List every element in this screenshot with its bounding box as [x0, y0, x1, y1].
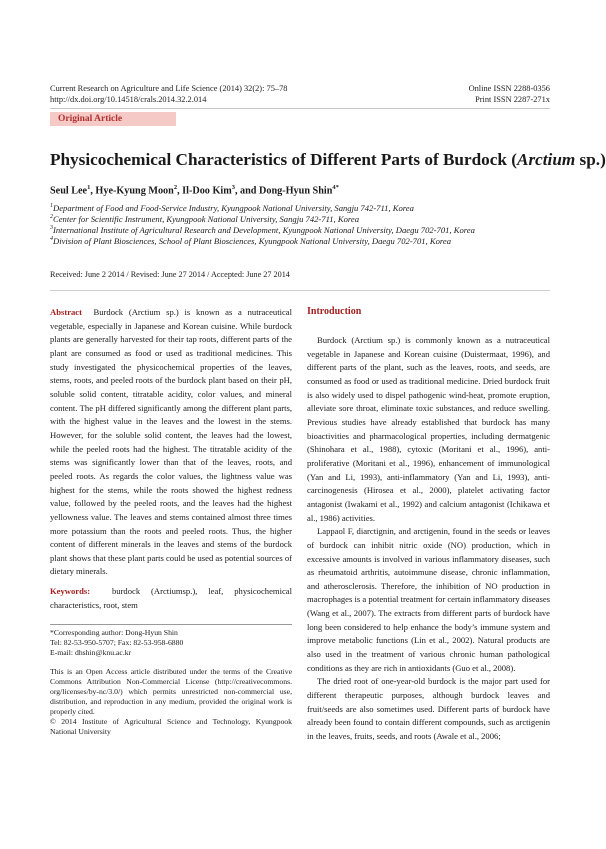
intro-paragraph: The dried root of one-year-old burdock is the major part used for different therapeutic purposes, although burdock leaves and fruit/seeds are also sometimes used. Different parts of burdock have already been found to contain different compounds, such as arctigenin in the leaves, fruits, seeds, and roots (Awale et al., 2006;: [307, 676, 550, 742]
intro-paragraph: Burdock (Arctium sp.) is commonly known as a nutraceutical vegetable in Japanese and Korean cuisine (Duistermaat, 1996), and different parts of the plant, such as the leaves, roots, and seeds, are consumed as food or used as traditional medicine. Dried burdock fruit is also widely used to dispel pathogenic wind-heat, promote eruption, alleviate sore throat, eliminate toxic substances, and reduce swelling. Previous studies have already established that burdock has many bioactivities and pharmacological properties, including dermatgenic (Shinohara et al., 1988), cytoxic (Moritani et al., 1996), anti-proliferative (Moritani et al., 1996), enhancement of immunological (Yan and Li, 1993), anti-inflammatory (Yan and Li, 1993), anti-carcinogenesis (Hirosea et al., 2000), platelet activating factor antagonist (Iwakami et al., 1992) and calcium antagonist (Ichikawa et al., 1986) activities.: [307, 335, 550, 523]
page-title: Physicochemical Characteristics of Different Parts of Burdock (Arctium sp.): [50, 150, 606, 169]
contact-phone: Tel: 82-53-950-5707; Fax: 82-53-958-6880: [50, 638, 184, 647]
affiliation: $^1$Department of Food and Food-Service Industry, Kyungpook National University, Sangju 742-711, Korea: [50, 202, 414, 213]
header-rule: [50, 108, 550, 109]
footnote-rule: [50, 624, 292, 625]
online-issn: Online ISSN 2288-0356: [468, 84, 550, 93]
abstract-text: Burdock (Arctium sp.) is known as a nutraceutical vegetable, especially in Japanese and Korean cuisine. While burdock plants are generally harvested for their tap roots, different parts of the plant are consumed as food or used as traditional medicines. This study investigated the physicochemical properties of the leaves, stems, roots, and peeled roots of the burdock plant based on their pH, soluble solid content, titratable acidity, color values, and mineral content. The pH differed significantly among the different plant parts, with the highest value in the leaves and the lowest in the stems. However, for the soluble solid content, the leaves had the lowest, while the peeled roots had the highest. The titratable acidity of the stems was significantly lower than that of the leaves, roots, and peeled roots. As regards the color values, the lightness value was highest for the stems, while the roots showed the highest redness value, followed by the peeled roots, and the leaves had the highest yellowness value. The leaves and stems contained almost three times more potassium than the roots and peeled roots. Thus, the higher content of different minerals in the leaves and stems of the burdock plant shows that these plant parts could be used as potential sources of dietary minerals.: [50, 307, 293, 577]
journal-citation: Current Research on Agriculture and Life Science (2014) 32(2): 75–78: [50, 84, 288, 93]
article-type-badge: Original Article: [50, 112, 176, 126]
license-notice: This is an Open Access article distributed under the terms of the Creative Commons Attribution Non-Commercial License (http://creativecommons. org/licenses/by-nc/3.0/) which permits unrestricted non-commercial use, distribution, and reproduction in any medium, provided the original work is properly cited.: [50, 667, 292, 716]
doi-link[interactable]: http://dx.doi.org/10.14518/crals.2014.32.2.014: [50, 95, 207, 104]
keywords-text: burdock (Arctiumsp.), leaf, physicochemical characteristics, root, stem: [50, 586, 292, 610]
correspondence-block: [50, 628, 292, 658]
author: Il-Doo Kim: [182, 185, 232, 197]
print-issn: Print ISSN 2287-271x: [475, 95, 550, 104]
intro-paragraph: Lappaol F, diarctignin, and arctigenin, found in the seeds or leaves of burdock can inhibit nitric oxide (NO) production, which in excessive amounts is involved in various inflammatory diseases, such as rheumatoid arthritis, autoimmune disease, chronic inflammation, and atherosclerosis. Therefore, the inhibition of NO production in macrophages is a potential treatment for certain inflammatory diseases (Wang et al., 2007). The extracts from different parts of burdock have long been considered to help enhance the body’s immune system and improve metabolic functions (Lin et al., 2002). Natural products are also used in the treatment of various chronic human pathological conditions as they are rich in antioxidants (Guo et al., 2008).: [307, 526, 550, 673]
author-list: Seul Lee$^1$, Hye-Kyung Moon$^2$, Il-Doo Kim$^3$, and Dong-Hyun Shin$^{4*}$: [50, 184, 339, 197]
contact-email[interactable]: E-mail: dhshin@knu.ac.kr: [50, 648, 132, 657]
copyright-notice: © 2014 Institute of Agricultural Science and Technology, Kyungpook National University: [50, 717, 292, 736]
intro-body: [307, 334, 550, 744]
keywords-block: [50, 585, 292, 612]
abstract-block: [50, 306, 292, 579]
keywords-label: Keywords:: [50, 586, 91, 596]
corresponding-author: *Corresponding author: Dong-Hyun Shin: [50, 628, 178, 637]
affiliation: $^2$Center for Scientific Instrument, Kyungpook National University, Sangju 742-711, Korea: [50, 213, 360, 224]
author: Seul Lee: [50, 185, 88, 197]
author: Dong-Hyun Shin: [259, 185, 333, 197]
abstract-label: Abstract: [50, 307, 82, 317]
affiliation: $^3$International Institute of Agricultural Research and Development, Kyungpook National University, Daegu 702-701, Korea: [50, 224, 475, 235]
intro-heading: Introduction: [307, 306, 362, 317]
author: Hye-Kyung Moon: [95, 185, 174, 197]
article-dates: Received: June 2 2014 / Revised: June 27 2014 / Accepted: June 27 2014: [50, 270, 290, 279]
affiliation: $^4$Division of Plant Biosciences, School of Plant Biosciences, Kyungpook National University, Daegu 702-701, Korea: [50, 235, 452, 246]
dates-rule: [50, 290, 550, 291]
